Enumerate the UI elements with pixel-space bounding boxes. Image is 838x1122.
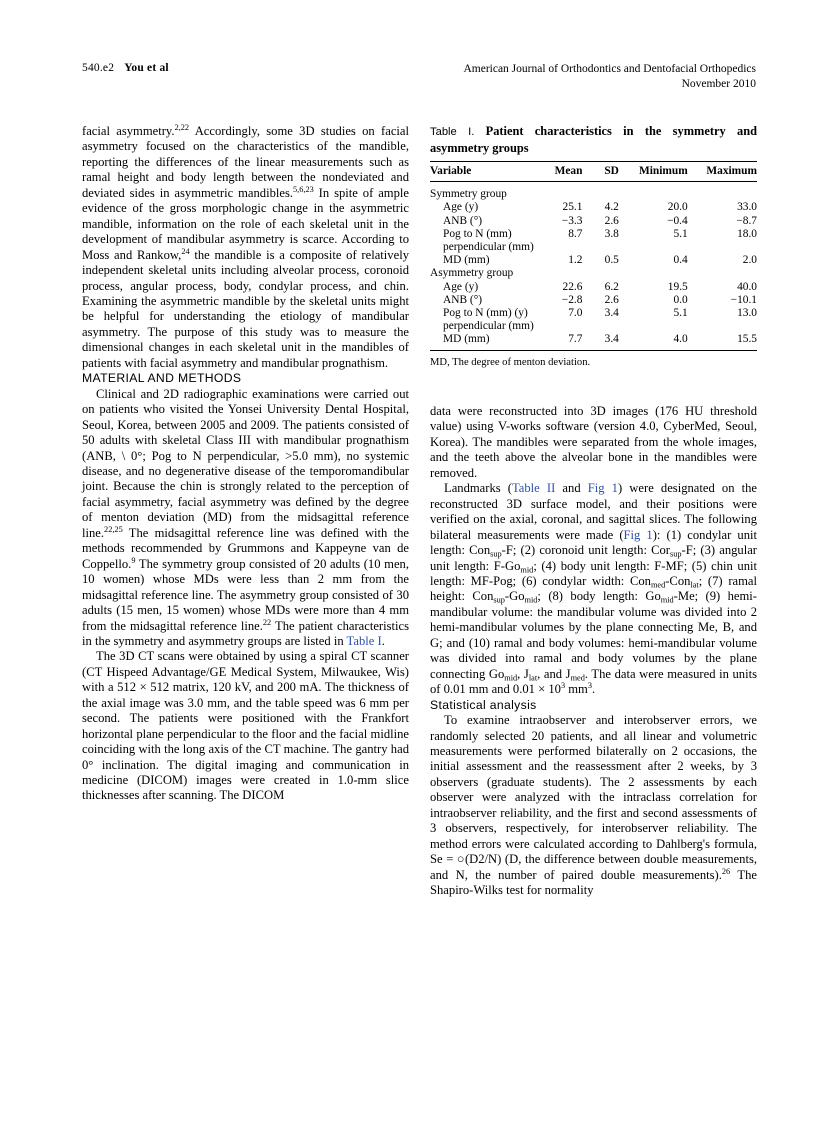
row-label: ANB (°)	[443, 214, 483, 227]
subscript-sup-2: sup	[670, 549, 682, 559]
cell-sd	[582, 267, 618, 280]
subscript-sup-1: sup	[490, 549, 502, 559]
cell-min: 0.0	[673, 293, 688, 306]
cell-mean: −3.3	[561, 214, 583, 227]
subscript-mid-3: mid	[660, 595, 674, 605]
text-run: -Me; (9) hemi-mandibular volume: the mandibular volume was divided into 2 hemi-mandibular volumes by the plane connecting Me, B, and G; and (10) ramal and body volumes: hemi-mandibular volume was divided into ramal and body volumes by the plane connecting Go	[430, 589, 757, 681]
table-row	[430, 293, 757, 306]
cell-max: −10.1	[730, 293, 757, 306]
cell-min: 5.1	[673, 227, 688, 240]
cell-mean: −2.8	[561, 293, 583, 306]
subscript-lat-1: lat	[690, 580, 699, 590]
cell-max: 15.5	[688, 333, 757, 351]
reference-marker: 2,22	[174, 123, 190, 132]
running-head-right	[463, 62, 756, 92]
text-run: ; (4) body unit length: F-MF; (5) chin unit length: MF-Pog; (6) condylar width: Con	[430, 558, 757, 588]
row-label: ANB (°)	[443, 293, 483, 306]
row-label: MD (mm)	[443, 254, 490, 267]
cell-mean: 7.0	[568, 306, 583, 319]
cell-min: 19.5	[667, 280, 688, 293]
cell-sd	[582, 240, 618, 253]
text-run: ): (1) condylar unit length: Con	[430, 527, 757, 558]
column-header-mean: Mean	[534, 162, 583, 182]
cell-mean	[534, 267, 583, 280]
subscript-mid-1: mid	[520, 565, 534, 575]
table-label: Table I.	[430, 126, 475, 138]
paragraph-landmarks	[430, 481, 757, 697]
cell-sd: 3.8	[604, 227, 619, 240]
cell-mean: 7.7	[534, 333, 583, 351]
cell-mean	[534, 319, 583, 332]
table-body	[430, 182, 757, 351]
table-row	[430, 333, 757, 351]
paragraph-statistics	[430, 713, 757, 898]
row-label: MD (mm)	[430, 333, 534, 351]
text-run: facial asymmetry.	[82, 124, 175, 138]
cell-sd: 2.6	[604, 214, 619, 227]
text-run: , and J	[537, 666, 571, 681]
text-run: -Con	[665, 573, 691, 588]
running-head-authors: You et al	[124, 62, 169, 74]
link-figure-1-second[interactable]: Fig 1	[623, 527, 653, 542]
text-run: . The data were measured in units of 0.01 mm and 0.01 × 10	[430, 666, 757, 697]
row-label: Age (y)	[443, 201, 479, 214]
subscript-med-1: med	[650, 580, 666, 590]
text-run: mm	[565, 682, 588, 697]
cell-sd: 0.5	[604, 254, 619, 267]
row-label: Pog to N (mm)	[443, 227, 512, 240]
cell-mean: 25.1	[562, 201, 583, 214]
text-run: -Go	[504, 589, 525, 604]
cell-max	[688, 319, 757, 332]
running-head	[82, 62, 756, 106]
cell-min	[619, 182, 688, 201]
column-header-variable: Variable	[430, 162, 534, 182]
paragraph-reconstruction: data were reconstructed into 3D images (176 HU threshold value) using V-works software (version 4.0, CyberMed, Seoul, Korea). The mandibles were separated from the whole images, and the teeth above the alveolar bone in the mandibles were removed.	[430, 404, 757, 480]
cell-min: 4.0	[619, 333, 688, 351]
subscript-med-2: med	[570, 673, 585, 683]
cell-max: 2.0	[742, 254, 757, 267]
text-run: -F; (3) angular unit length: F-Go	[430, 543, 757, 573]
column-header-minimum: Minimum	[619, 162, 688, 182]
cell-max: 18.0	[737, 227, 757, 240]
row-label: Pog to N (mm) (y)	[443, 306, 528, 319]
text-run: The midsagittal reference line was defined with the methods recommended by Grummons and Kappeyne van de Coppello.	[82, 525, 409, 571]
superscript-exponent-2: 3	[587, 681, 592, 691]
section-heading-material-and-methods: MATERIAL AND METHODS	[82, 371, 242, 386]
cell-sd: 2.6	[604, 293, 619, 306]
column-header-sd: SD	[582, 162, 618, 182]
text-run: .	[592, 682, 596, 697]
reference-marker: 22	[262, 617, 272, 627]
table-caption	[430, 124, 757, 156]
cell-max	[688, 182, 757, 201]
left-text-column	[82, 124, 409, 804]
table-row	[430, 240, 757, 253]
row-label: Symmetry group	[430, 188, 507, 201]
cell-max	[688, 240, 757, 253]
table-footnote: MD, The degree of menton deviation.	[430, 357, 591, 369]
cell-min	[619, 319, 688, 332]
paragraph-methods-1	[82, 387, 409, 650]
cell-max: 33.0	[737, 201, 757, 214]
cell-max: 40.0	[737, 280, 757, 293]
cell-sd: 6.2	[604, 280, 619, 293]
row-label: Asymmetry group	[430, 267, 514, 280]
text-run: the mandible is a composite of relatively independent skeletal units including alveolar process, coronoid process, angular process, body, condylar process, and chin. Examining the asymmetric mandible by the skeletal units might be helpful for understanding the etiology of mandibular asymmetry. The purpose of this study was to measure the dimensional changes in each skeletal unit in the mandibles of patients with facial asymmetry and mandibular prognathism.	[82, 247, 409, 370]
table-row	[430, 201, 757, 214]
table-row	[430, 254, 757, 267]
table-row	[430, 214, 757, 227]
link-table-2[interactable]: Table II	[511, 481, 556, 496]
text-run: and	[555, 481, 588, 496]
text-run: The Shapiro-Wilks test for normality	[430, 867, 757, 898]
row-label: perpendicular (mm)	[443, 320, 534, 333]
cell-max: 13.0	[737, 306, 757, 319]
reference-marker: 22,25	[104, 524, 123, 534]
journal-issue-date: November 2010	[681, 78, 756, 90]
cell-mean: 8.7	[568, 227, 583, 240]
page-folio: 540.e2	[82, 62, 115, 74]
reference-marker: 5,6,23	[293, 184, 314, 194]
text-run: , J	[517, 666, 529, 681]
text-run: ) were designated on the reconstructed 3D surface model, and their positions were verified on the axial, coronal, and sagittal slices. The following bilateral measurements were made (	[430, 481, 758, 542]
text-run: .	[381, 633, 385, 648]
paragraph-methods-2: The 3D CT scans were obtained by using a spiral CT scanner (CT Hispeed Advantage/GE Medical System, Milwaukee, Wis) with a 512 × 512 matrix, 120 kV, and 200 mA. The thickness of the axial image was 3.0 mm, and the table speed was 6 mm per second. The patients were positioned with the Frankfort horizontal plane perpendicular to the floor and the facial midline coinciding with the long axis of the CT machine. The gantry had 0° inclination. The digital imaging and communication in medicine (DICOM) images were created in 1.0-mm slice thicknesses after scanning. The DICOM	[82, 649, 409, 803]
text-run: To examine intraobserver and interobserver errors, we randomly selected 20 patients, and all linear and volumetric measurements were performed bilaterally on 2 occasions, the initial assessment and the reassessment after 2 weeks, by 3 observers (graduate students). The 2 assessments by each observer were analyzed with the intraclass correlation for intraobserver reliability, and the first and second assessments of 3 observers, respectively, for interobserver reliability. The method errors were calculated according to Dahlberg's formula, Se = ○(D2/N) (D, the difference between double measurements, and N, the number of paired double measurements).	[430, 713, 757, 882]
row-label: perpendicular (mm)	[443, 240, 534, 253]
text-run: ; (8) body length: Go	[537, 589, 661, 604]
superscript-exponent-1: 3	[560, 681, 566, 691]
table-row	[430, 182, 757, 201]
cell-min: 20.0	[667, 201, 688, 214]
text-run: -F; (2) coronoid unit length: Cor	[501, 543, 671, 558]
cell-min: 5.1	[673, 306, 688, 319]
subscript-lat-2: lat	[528, 673, 538, 683]
table-row	[430, 280, 757, 293]
cell-min	[619, 267, 688, 280]
table-caption-text: Patient characteristics in the symmetry and asymmetry groups	[430, 124, 757, 155]
cell-mean: 1.2	[568, 254, 583, 267]
cell-sd	[582, 182, 618, 201]
column-header-maximum: Maximum	[688, 162, 757, 182]
table-row	[430, 227, 757, 240]
journal-title: American Journal of Orthodontics and Dentofacial Orthopedics	[463, 63, 756, 75]
cell-sd: 3.4	[604, 306, 619, 319]
text-run: Landmarks (	[444, 481, 512, 496]
cell-max	[688, 267, 757, 280]
running-head-left	[82, 62, 169, 74]
paragraph-intro	[82, 124, 409, 371]
table-row	[430, 306, 757, 319]
row-label: Age (y)	[443, 280, 479, 293]
subscript-mid-4: mid	[504, 673, 518, 683]
reference-marker: 26	[721, 866, 731, 876]
cell-sd: 3.4	[582, 333, 618, 351]
cell-min: 0.4	[673, 254, 688, 267]
text-run: In spite of ample evidence of the gross morphologic change in the asymmetric mandible, information on the role of each skeletal unit in the development of mandibular asymmetry is scarce. According to Moss and Rankow,	[82, 185, 409, 262]
table-row	[430, 267, 757, 280]
cell-min	[619, 240, 688, 253]
link-figure-1[interactable]: Fig 1	[587, 481, 618, 496]
cell-sd: 4.2	[604, 201, 619, 214]
cell-sd	[582, 319, 618, 332]
patient-characteristics-table	[430, 161, 757, 351]
link-table-1[interactable]: Table I	[346, 633, 382, 648]
reference-marker: 24	[181, 246, 190, 256]
cell-max: −8.7	[736, 214, 757, 227]
text-run: ; (7) ramal height: Con	[430, 573, 757, 604]
subscript-sup-3: sup	[493, 595, 505, 605]
text-run: The symmetry group consisted of 20 adults (10 men, 10 women) whose MDs were less than 2 mm from the midsagittal reference line. The asymmetry group consisted of 30 adults (15 men, 15 women) whose MDs were more than 4 mm from the midsagittal reference line.	[82, 556, 409, 633]
cell-mean	[534, 182, 583, 201]
cell-min: −0.4	[667, 214, 688, 227]
right-text-column	[430, 404, 757, 899]
section-heading-statistical-analysis: Statistical analysis	[430, 697, 537, 712]
table-header-row	[430, 162, 757, 182]
reference-marker: 9	[131, 555, 136, 565]
text-run: Accordingly, some 3D studies on facial asymmetry focused on the characteristics of the mandible, reporting the differences of the linear measurements such as ramal height and body length between the nondeviated and deviated sides in asymmetric mandibles.	[82, 124, 409, 200]
table-row	[430, 319, 757, 332]
subscript-mid-2: mid	[524, 595, 538, 605]
cell-mean	[534, 240, 583, 253]
text-run: Clinical and 2D radiographic examinations were carried out on patients who visited the Yonsei University Dental Hospital, Seoul, Korea, between 2005 and 2009. The patients consisted of 50 adults with skeletal Class III with mandibular prognathism (ANB, \ 0°; Pog to N perpendicular, >5.0 mm), no systemic disease, and no degenerative disease of the temporomandibular joint. Because the chin is strongly related to the perception of facial asymmetry, facial asymmetry was defined by the degree of menton deviation (MD) from the midsagittal reference line.	[82, 386, 409, 540]
table-1-block	[430, 124, 757, 369]
cell-mean: 22.6	[562, 280, 583, 293]
text-run: The patient characteristics in the symmetry and asymmetry groups are listed in	[82, 618, 409, 648]
